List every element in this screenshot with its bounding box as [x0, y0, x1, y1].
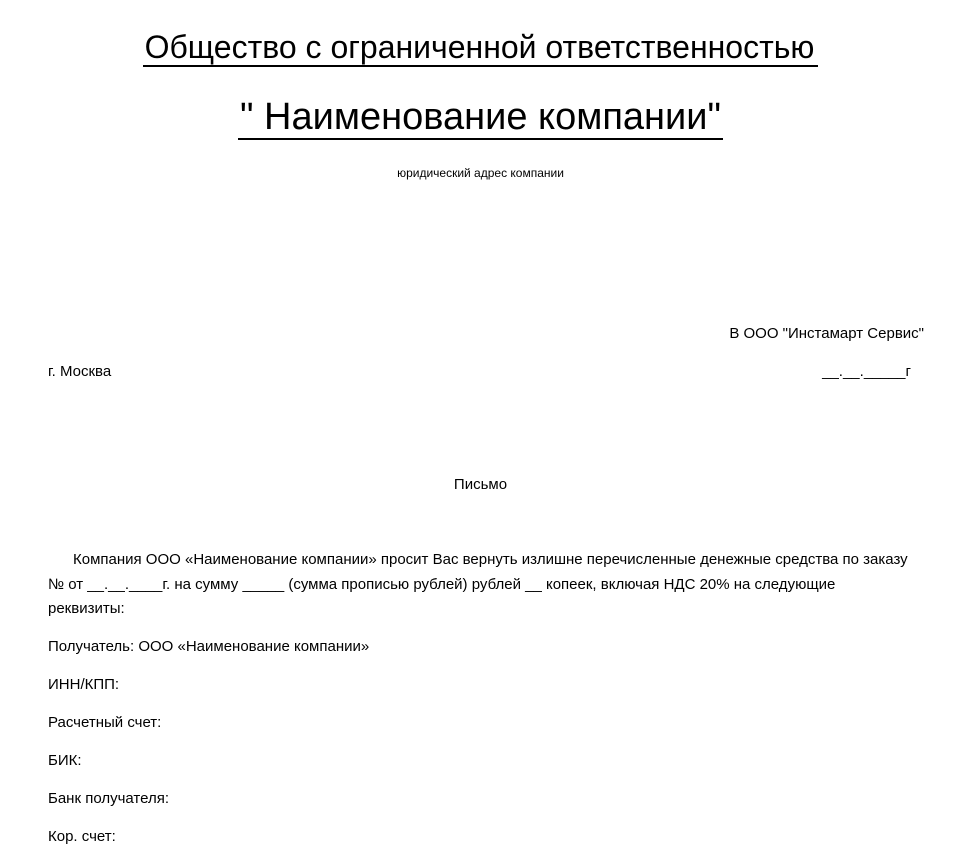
company-name-text: " Наименование компании": [240, 96, 721, 138]
legal-address: юридический адрес компании: [397, 166, 564, 180]
letter-heading: Письмо: [453, 476, 508, 493]
requisite-inn-kpp: ИНН/КПП:: [48, 676, 120, 693]
letter-body-text: Компания ООО «Наименование компании» просит Вас вернуть излишне перечисленные денежные средства по заказу № от __.__.____г. на сумму _____ (сумма прописью рублей) рублей __ копеек, включая НДС 20% на следующие реквизиты:: [48, 551, 908, 617]
requisite-recipient: Получатель: ООО «Наименование компании»: [48, 638, 370, 655]
requisite-bik: БИК:: [48, 752, 82, 769]
requisite-account: Расчетный счет:: [48, 714, 162, 731]
org-type-heading: [0, 27, 961, 67]
requisite-bank: Банк получателя:: [48, 790, 170, 807]
requisite-corr-account: Кор. счет:: [48, 828, 116, 845]
addressee: В ООО "Инстамарт Сервис": [729, 325, 924, 342]
company-name-heading: [0, 94, 961, 140]
letter-body: [48, 548, 908, 622]
city: г. Москва: [48, 363, 112, 380]
date-field: __.__._____г: [822, 363, 911, 380]
org-type-text: Общество с ограниченной ответственностью: [143, 29, 819, 67]
